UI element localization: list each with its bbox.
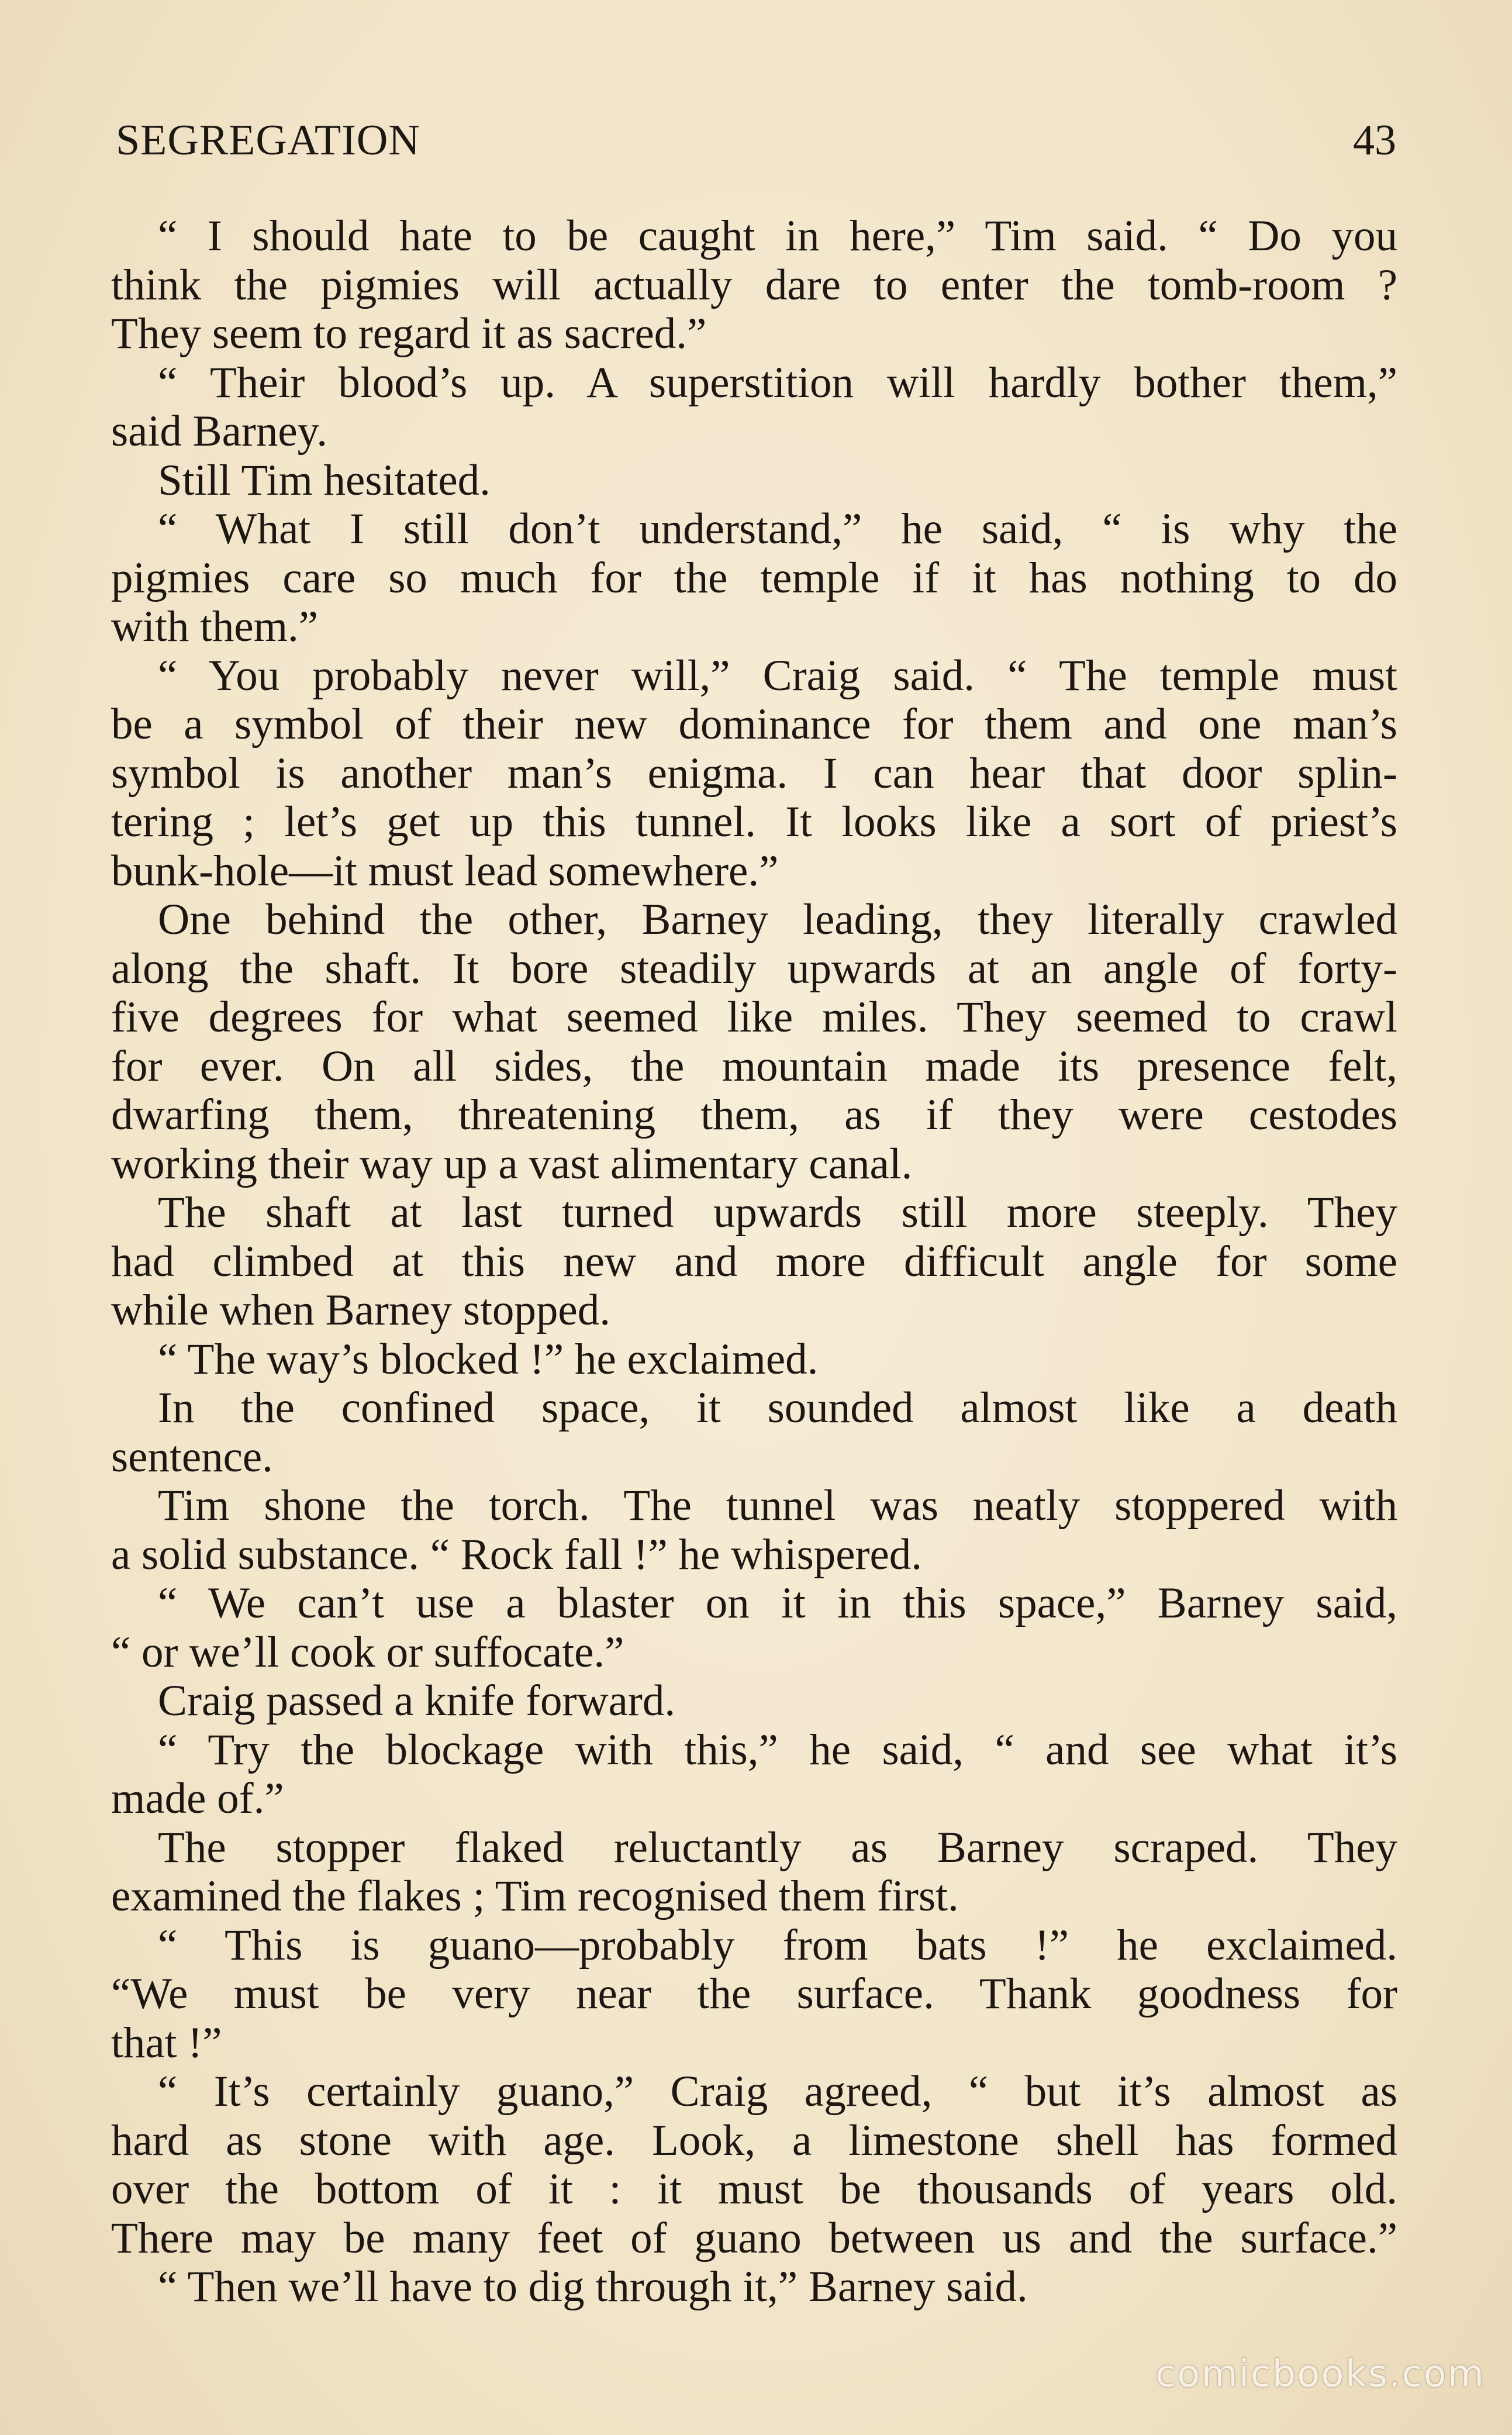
text-line: examined the flakes ; Tim recognised them first. [111,1872,959,1920]
text-line: think the pigmies will actually dare to enter the tomb-room ? [111,260,1397,309]
text-line: In the confined space, it sounded almost like a death [158,1384,1397,1432]
text-line: with them.” [111,602,319,651]
text-line: that !” [111,2018,222,2067]
text-line: said Barney. [111,407,328,456]
text-line: “ I should hate to be caught in here,” Tim said. “ Do you [158,212,1397,260]
text-line: “ Their blood’s up. A superstition will hardly bother them,” [158,358,1397,407]
text-line: “ It’s certainly guano,” Craig agreed, “ but it’s almost as [158,2067,1397,2116]
text-line: dwarfing them, threatening them, as if they were cestodes [111,1091,1397,1139]
text-line: had climbed at this new and more difficult angle for some [111,1237,1397,1286]
text-line: The shaft at last turned upwards still more steeply. They [158,1188,1397,1237]
text-line: made of.” [111,1774,284,1823]
running-head [116,111,1396,170]
text-line: “ We can’t use a blaster on it in this space,” Barney said, [158,1579,1397,1627]
text-line: There may be many feet of guano between us and the surface.” [111,2213,1397,2262]
text-line: Tim shone the torch. The tunnel was neatly stoppered with [158,1481,1397,1530]
text-line: “ Then we’ll have to dig through it,” Barney said. [158,2262,1028,2311]
page-number: 43 [1353,116,1396,164]
text-line: The stopper flaked reluctantly as Barney scraped. They [158,1823,1397,1872]
text-line: while when Barney stopped. [111,1286,610,1334]
text-line: for ever. On all sides, the mountain made its presence felt, [111,1041,1397,1091]
text-line: “ or we’ll cook or suffocate.” [111,1627,624,1677]
text-line: They seem to regard it as sacred.” [111,309,707,358]
text-line: pigmies care so much for the temple if it has nothing to do [111,553,1397,602]
body-text [111,212,1397,2312]
chapter-title: SEGREGATION [116,116,420,164]
text-line: a solid substance. “ Rock fall !” he whispered. [111,1530,923,1579]
text-line: be a symbol of their new dominance for them and one man’s [111,700,1397,749]
text-line: “ The way’s blocked !” he exclaimed. [158,1334,819,1384]
text-line: “ You probably never will,” Craig said. “ The temple must [158,651,1397,700]
text-line: over the bottom of it : it must be thousands of years old. [111,2165,1397,2213]
text-line: “ This is guano—probably from bats !” he exclaimed. [158,1920,1397,1970]
text-line: “ What I still don’t understand,” he said, “ is why the [158,505,1397,553]
text-line: five degrees for what seemed like miles. They seemed to crawl [111,993,1397,1041]
text-line: bunk-hole—it must lead somewhere.” [111,846,779,895]
text-line: sentence. [111,1432,273,1481]
text-line: symbol is another man’s enigma. I can hear that door splin- [111,749,1397,798]
watermark-text: comicbooks.com [1155,2353,1485,2396]
text-line: “ Try the blockage with this,” he said, “ and see what it’s [158,1725,1397,1774]
text-line: One behind the other, Barney leading, they literally crawled [158,895,1397,944]
text-line: “We must be very near the surface. Thank goodness for [111,1970,1397,2018]
text-line: working their way up a vast alimentary canal. [111,1139,913,1188]
text-line: along the shaft. It bore steadily upwards at an angle of forty- [111,944,1397,993]
text-line: Craig passed a knife forward. [158,1677,676,1725]
text-line: tering ; let’s get up this tunnel. It looks like a sort of priest’s [111,798,1397,846]
text-line: hard as stone with age. Look, a limestone shell has formed [111,2116,1397,2165]
text-line: Still Tim hesitated. [158,456,491,505]
